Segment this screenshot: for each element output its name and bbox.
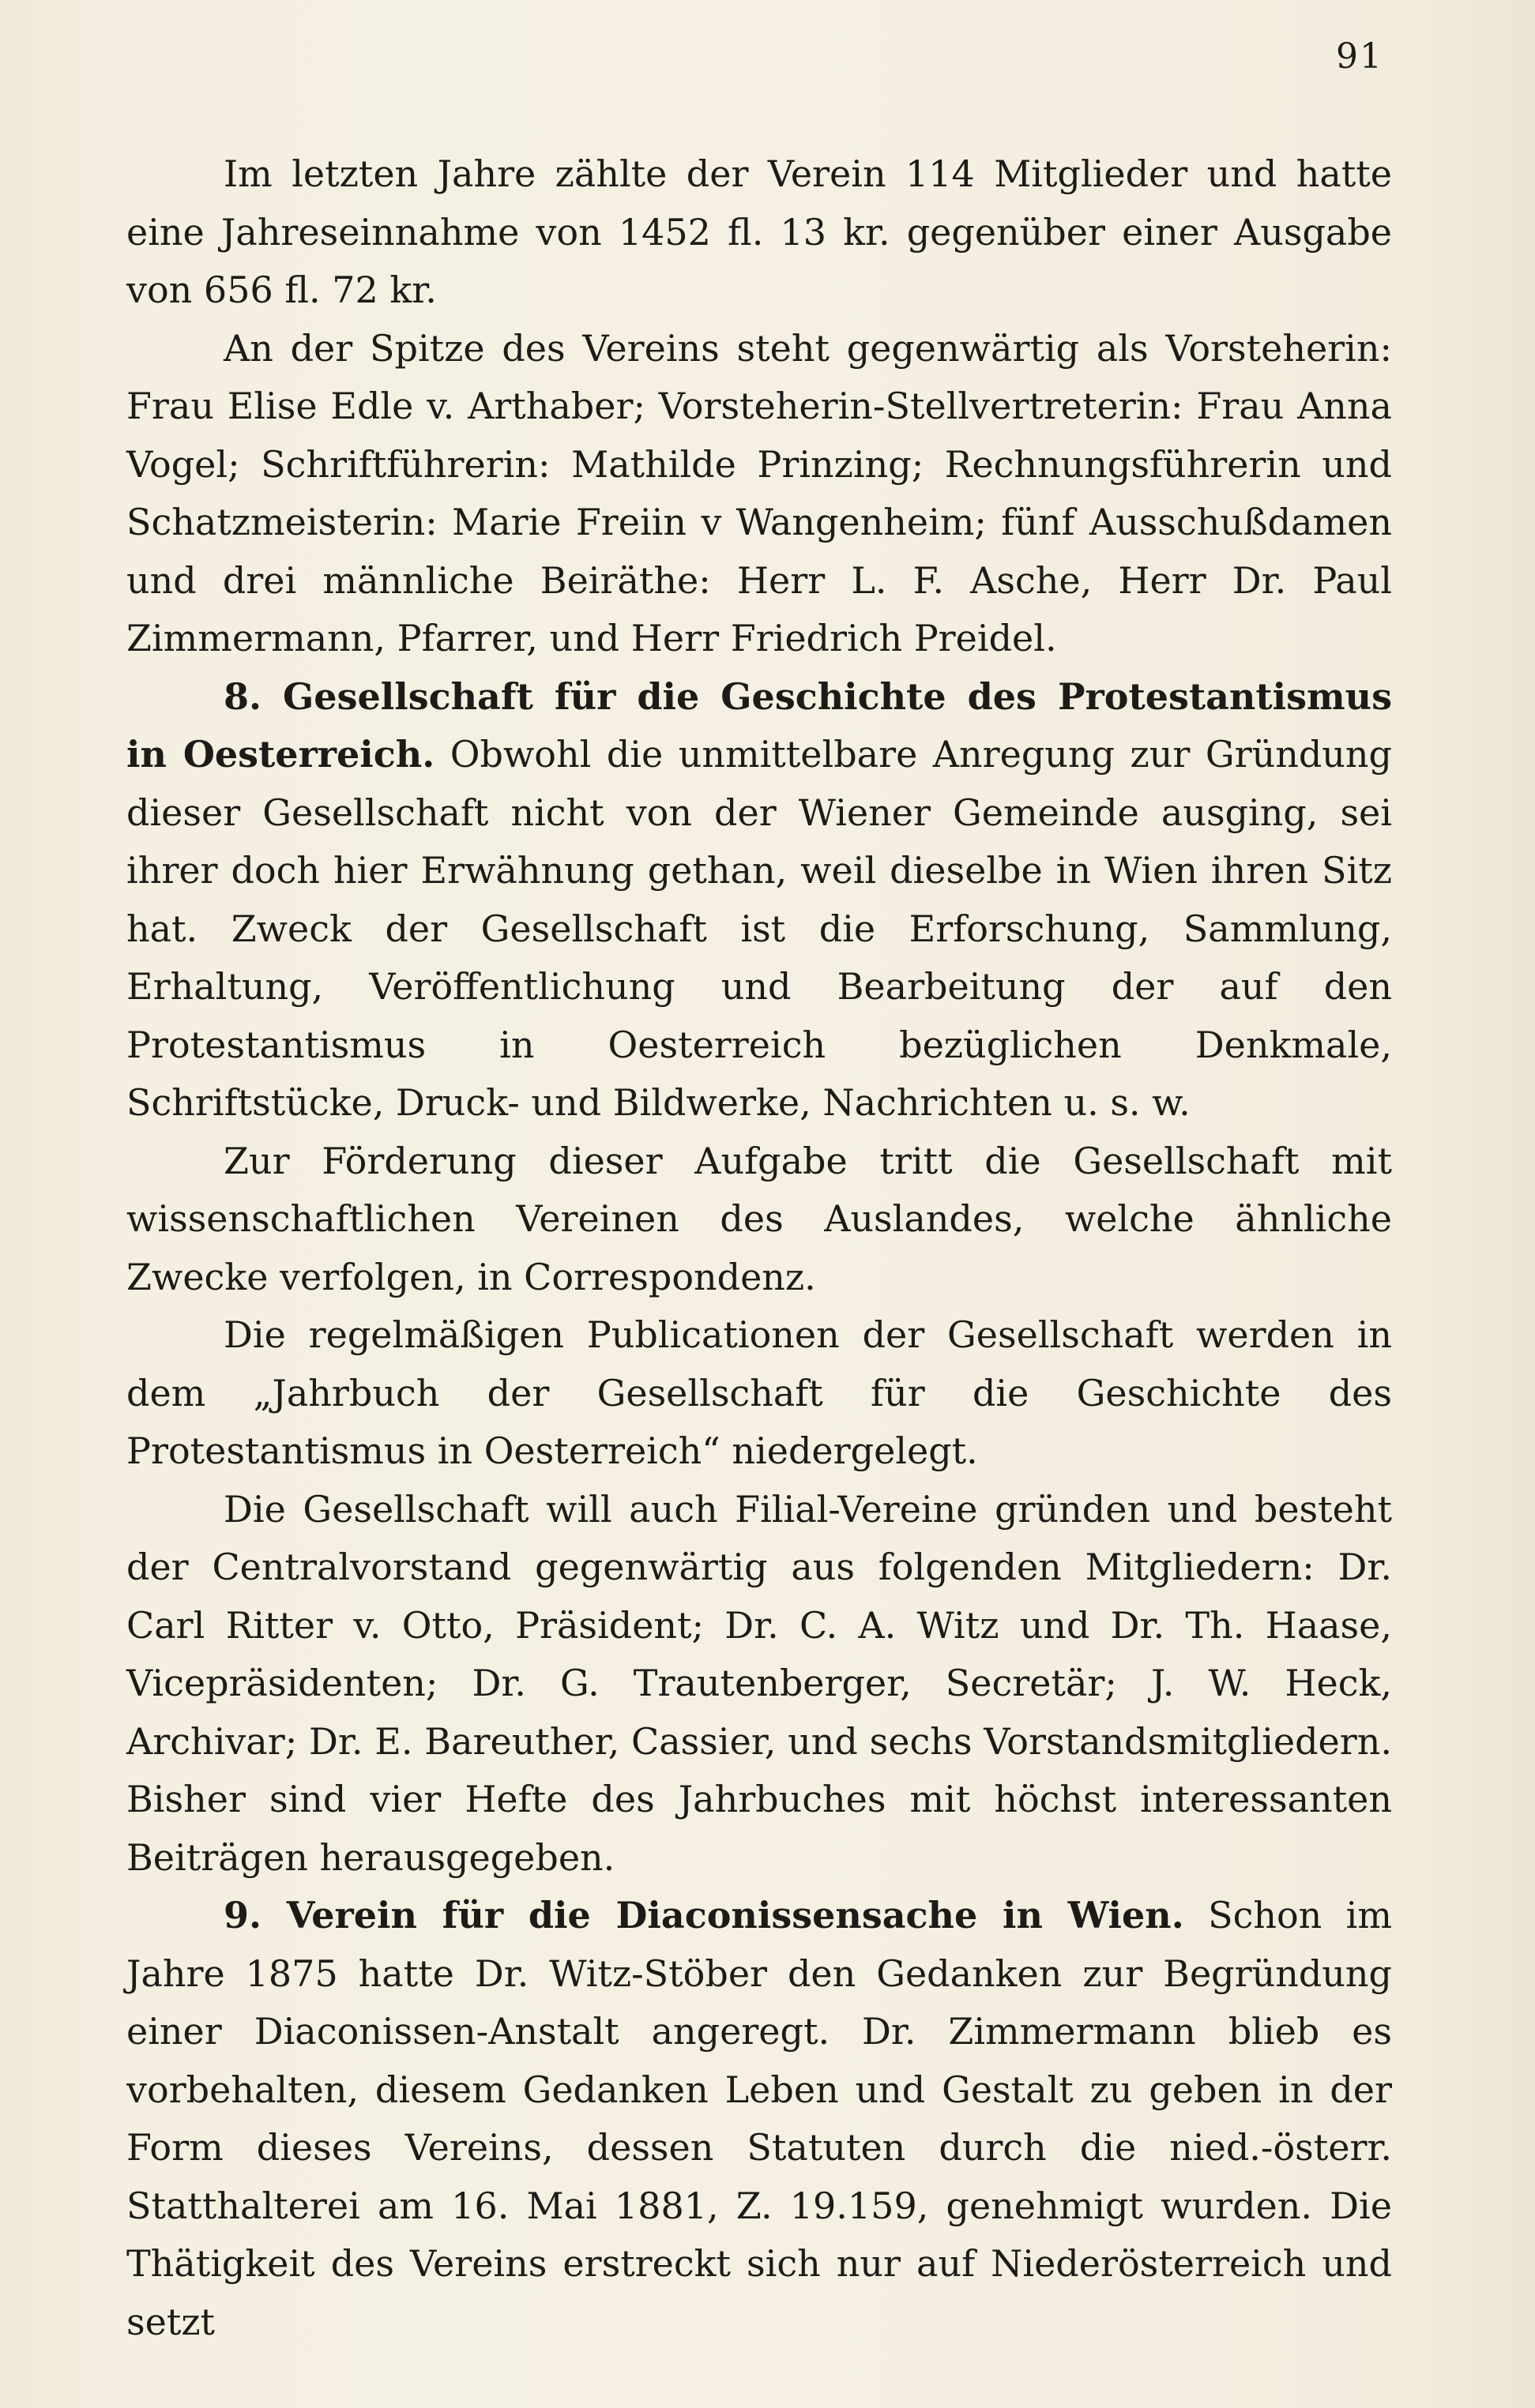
paragraph-text: Die Gesellschaft will auch Filial-Vereine gründen und besteht der Centralvorstand gegenwärtig aus folgenden Mitgliedern: Dr. Carl Ritter v. Otto, Präsident; Dr. C. A. Witz und Dr. Th. Haase, Vicepräsidenten; Dr. G. Trautenberger, Secretär; J. W. Heck, Archivar; Dr. E. Bareuther, Cassier, und sechs Vorstandsmitgliedern. Bisher sind vier Hefte des Jahrbuches mit höchst interessanten Beiträgen herausgegeben.	[126, 1487, 1392, 1879]
paragraph-publications	[126, 1306, 1392, 1481]
paragraph-text: Obwohl die unmittelbare Anregung zur Gründung dieser Gesellschaft nicht von der Wiener Gemeinde ausging, sei ihrer doch hier Erwähnung gethan, weil dieselbe in Wien ihren Sitz hat. Zweck der Gesellschaft ist die Erforschung, Sammlung, Erhaltung, Veröffentlichung und Bearbeitung der auf den Protestantismus in Oesterreich bezüglichen Denkmale, Schriftstücke, Druck- und Bildwerke, Nachrichten u. s. w.	[126, 733, 1392, 1124]
page-number: 91	[1336, 36, 1383, 77]
section-heading: 9. Verein für die Diaconissensache in Wien.	[224, 1894, 1184, 1937]
paragraph-foreign-societies	[126, 1133, 1392, 1307]
body-text	[126, 145, 1392, 2351]
paragraph-section-9	[126, 1887, 1392, 2351]
paragraph-text: Die regelmäßigen Publicationen der Gesellschaft werden in dem „Jahrbuch der Gesellschaft für die Geschichte des Protestantismus in Oesterreich“ niedergelegt.	[126, 1313, 1392, 1472]
paragraph-section-8	[126, 668, 1392, 1133]
paragraph-text: Im letzten Jahre zählte der Verein 114 Mitglieder und hatte eine Jahreseinnahme von 1452 fl. 13 kr. gegenüber einer Ausgabe von 656 fl. 72 kr.	[126, 152, 1392, 311]
paragraph-membership	[126, 145, 1392, 320]
paragraph-text: An der Spitze des Vereins steht gegenwärtig als Vorsteherin: Frau Elise Edle v. Arthaber; Vorsteherin-Stellvertreterin: Frau Anna Vogel; Schriftführerin: Mathilde Prinzing; Rechnungsführerin und Schatzmeisterin: Marie Freiin v Wangenheim; fünf Ausschußdamen und drei männliche Beiräthe: Herr L. F. Asche, Herr Dr. Paul Zimmermann, Pfarrer, und Herr Friedrich Preidel.	[126, 326, 1392, 659]
paragraph-text: Schon im Jahre 1875 hatte Dr. Witz-Stöber den Gedanken zur Begründung einer Diaconissen-Anstalt angeregt. Dr. Zimmermann blieb es vorbehalten, diesem Gedanken Leben und Gestalt zu geben in der Form dieses Vereins, dessen Statuten durch die nied.-österr. Statthalterei am 16. Mai 1881, Z. 19.159, genehmigt wurden. Die Thätigkeit des Vereins erstreckt sich nur auf Niederösterreich und setzt	[126, 1894, 1392, 2343]
paragraph-central-board	[126, 1481, 1392, 1888]
paragraph-board	[126, 320, 1392, 668]
section-heading: 8. Gesellschaft für die Geschichte des Protestantismus in Oesterreich.	[126, 674, 1392, 776]
paragraph-text: Zur Förderung dieser Aufgabe tritt die Gesellschaft mit wissenschaftlichen Vereinen des Auslandes, welche ähnliche Zwecke verfolgen, in Correspondenz.	[126, 1139, 1392, 1298]
